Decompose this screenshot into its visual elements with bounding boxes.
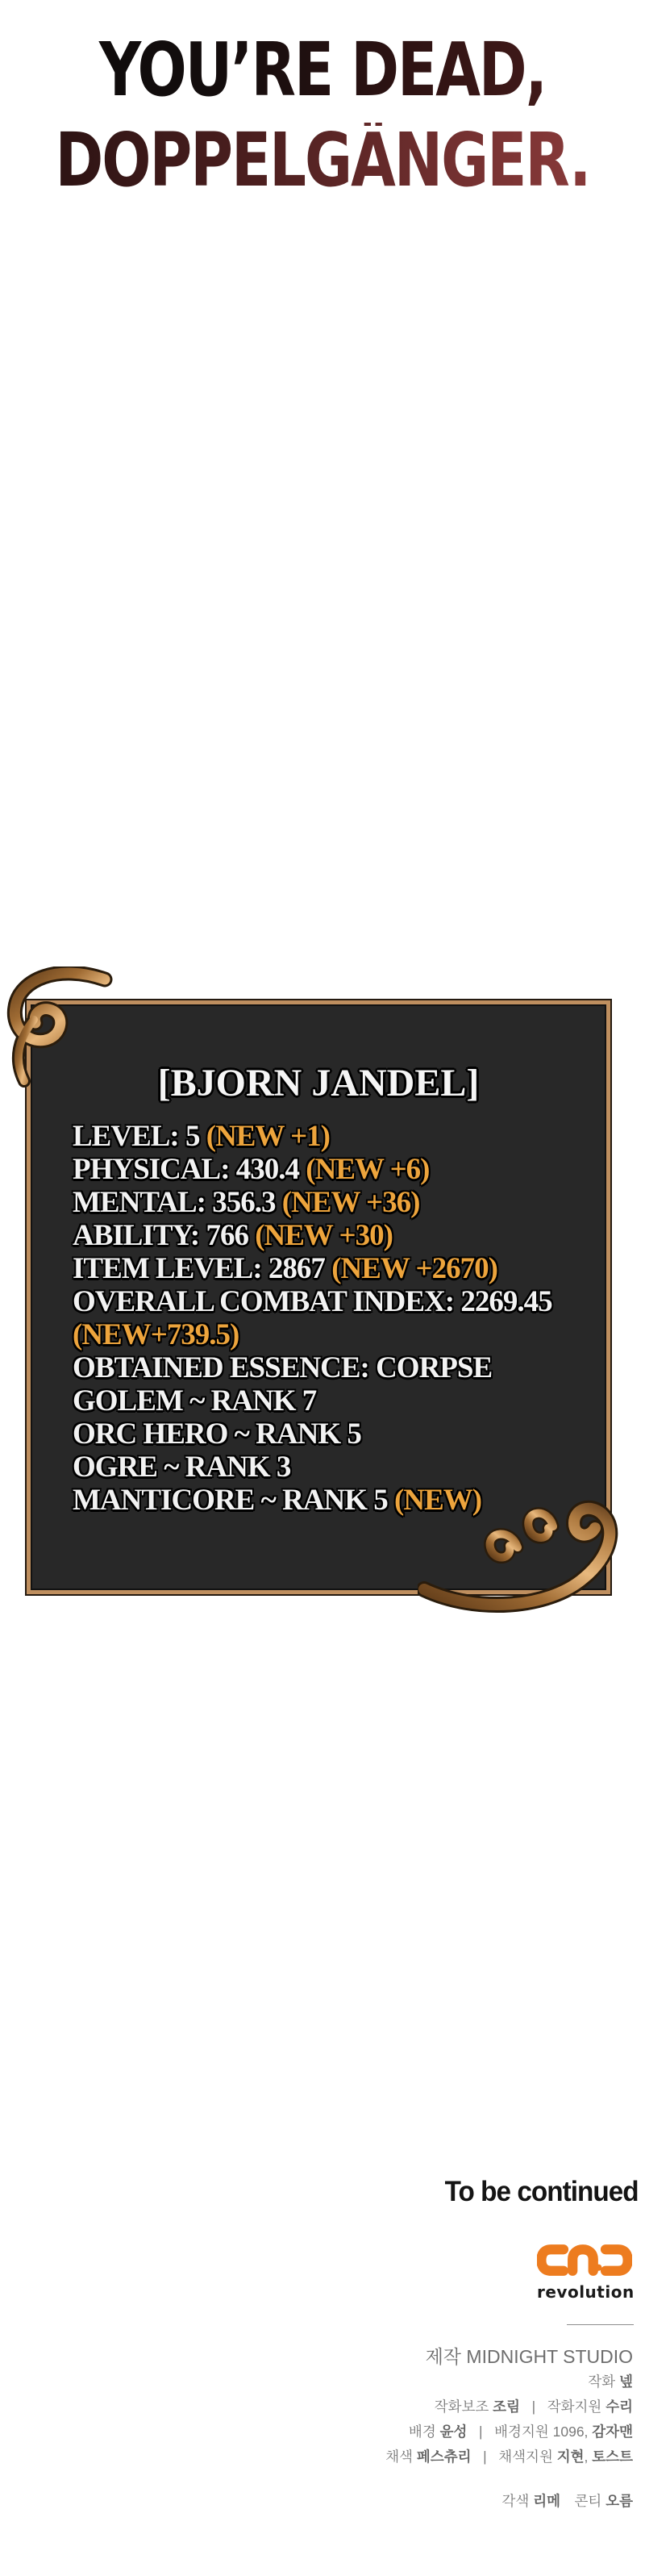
stat-line: ABILITY: 766 (NEW +30) — [73, 1219, 393, 1252]
credit-line: 채색 페스츄리 | 채색지원 지현, 토스트 — [385, 2449, 633, 2465]
credit-line: 각색 리메 콘티 오름 — [501, 2493, 633, 2509]
status-window — [27, 1000, 610, 1594]
stat-line: MANTICORE ~ RANK 5 (NEW) — [73, 1484, 482, 1517]
episode-title-line2: DOPPELGÄNGER. — [0, 123, 645, 197]
credit-line: 작화보조 조림 | 작화지원 수리 — [434, 2399, 633, 2415]
character-name: [BJORN JANDEL] — [157, 1062, 480, 1104]
status-lines — [73, 1120, 606, 1517]
stat-line: GOLEM ~ RANK 7 — [73, 1384, 317, 1417]
episode-title-line1: YOU’RE DEAD, — [0, 32, 645, 106]
stat-line: PHYSICAL: 430.4 (NEW +6) — [73, 1153, 430, 1186]
stat-line: LEVEL: 5 (NEW +1) — [73, 1120, 330, 1153]
stat-line: OVERALL COMBAT INDEX: 2269.45 — [73, 1285, 552, 1318]
stat-line: OGRE ~ RANK 3 — [73, 1451, 291, 1484]
studio-logo — [537, 2241, 635, 2302]
stat-line: (NEW+739.5) — [73, 1318, 239, 1351]
stat-line: ORC HERO ~ RANK 5 — [73, 1417, 361, 1451]
credits-divider — [567, 2324, 634, 2325]
stat-line: OBTAINED ESSENCE: CORPSE — [73, 1351, 493, 1384]
credit-line: 배경 윤성 | 배경지원 1096, 감자맨 — [408, 2424, 633, 2440]
to-be-continued-text: To be continued — [444, 2176, 639, 2207]
credit-line: 제작 MIDNIGHT STUDIO — [425, 2346, 633, 2367]
credit-line: 작화 넾 — [588, 2374, 633, 2390]
cnc-logo-wordmark: revolution — [537, 2282, 635, 2302]
credits — [385, 2346, 633, 2518]
cnc-logo-icon — [537, 2241, 632, 2279]
stat-line: ITEM LEVEL: 2867 (NEW +2670) — [73, 1252, 497, 1285]
stat-line: MENTAL: 356.3 (NEW +36) — [73, 1186, 420, 1219]
